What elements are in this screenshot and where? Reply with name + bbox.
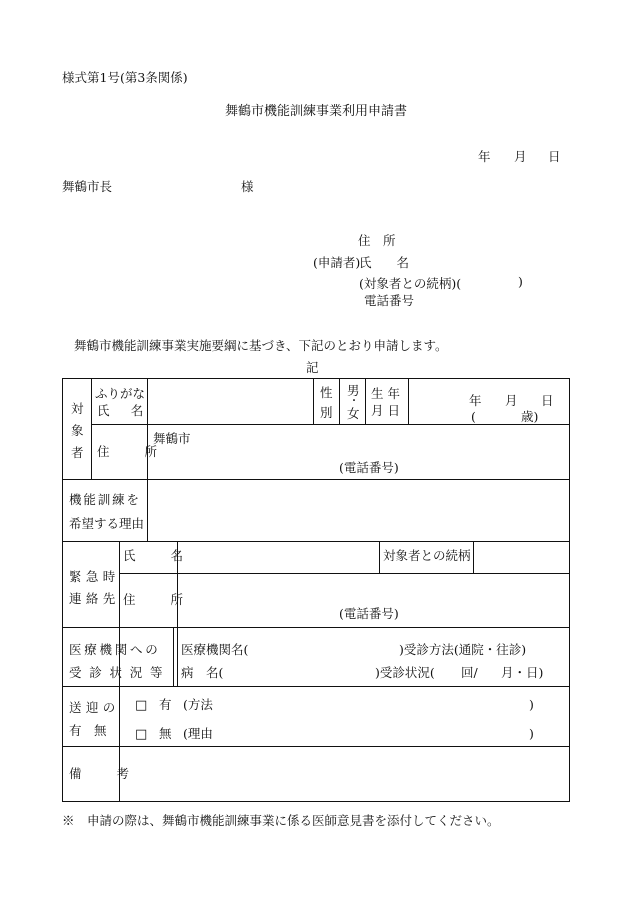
subject-name-label: 氏 名 — [97, 403, 148, 418]
transport-no-label: 無 — [159, 726, 172, 741]
birth-label-1: 生 年 — [371, 386, 400, 401]
date-month-label: 月 — [514, 149, 527, 164]
footnote: ※ 申請の際は、舞鶴市機能訓練事業に係る医師意見書を添付してください。 — [62, 813, 500, 828]
medical-label-1: 医療機関への — [69, 642, 161, 657]
ki-label: 記 — [306, 360, 319, 375]
date-year-label: 年 — [478, 149, 491, 164]
visit-frequency-label: 回/ — [461, 665, 478, 680]
remarks-label: 備 考 — [69, 766, 141, 781]
transport-yes-label: 有 — [159, 697, 172, 712]
sex-male[interactable]: 男 — [347, 383, 360, 398]
transport-method-label: (方法 — [183, 697, 213, 712]
reason-label-1: 機能訓練を — [69, 492, 141, 507]
applicant-address-label: 住 所 — [358, 233, 396, 248]
emergency-relation-label: 対象者との続柄 — [383, 548, 471, 563]
furigana-label: ふりがな — [95, 386, 146, 401]
applicant-role-label: (申請者) — [313, 255, 361, 270]
applicant-relation-label: (対象者との続柄)( — [359, 276, 462, 291]
medical-institution-label: 医療機関名( — [181, 642, 249, 657]
subject-label-1: 対 — [71, 401, 84, 416]
applicant-name-label: 氏 名 — [359, 255, 410, 270]
subject-name-field[interactable] — [149, 381, 311, 423]
form-number: 様式第1号(第3条関係) — [62, 70, 188, 85]
subject-label-2: 象 — [71, 423, 84, 438]
emergency-relation-field[interactable] — [475, 543, 567, 571]
subject-address-label: 住 所 — [97, 444, 169, 459]
statement-text: 舞鶴市機能訓練事業実施要綱に基づき、下記のとおり申請します。 — [74, 338, 448, 353]
emergency-address-label: 住 所 — [123, 592, 195, 607]
transport-reason-close: ) — [529, 726, 534, 741]
age-close: 歳) — [521, 409, 539, 424]
disease-label: 病 名( — [181, 665, 224, 680]
applicant-relation-close: ) — [518, 274, 523, 289]
transport-method-close: ) — [529, 697, 534, 712]
transport-reason-label: (理由 — [183, 726, 213, 741]
medical-label-2: 受診状況等 — [69, 665, 171, 680]
birth-day-label: 日 — [541, 393, 554, 408]
subject-label-3: 者 — [71, 445, 84, 460]
honorific: 様 — [241, 179, 254, 194]
visit-status-label: )受診状況( — [375, 665, 435, 680]
sex-female[interactable]: 女 — [347, 406, 360, 421]
sex-label-1: 性 — [320, 385, 333, 400]
emergency-label-2: 連絡先 — [69, 591, 120, 606]
emergency-name-field[interactable] — [179, 543, 377, 571]
subject-address-city[interactable]: 舞鶴市 — [153, 431, 191, 446]
addressee: 舞鶴市長 — [62, 179, 113, 194]
transport-label-1: 送迎の — [69, 700, 120, 715]
emergency-name-label: 氏 名 — [123, 548, 195, 563]
visit-method-label[interactable]: )受診方法(通院・往診) — [399, 642, 527, 657]
emergency-label-1: 緊急時 — [69, 569, 120, 584]
emergency-phone-label: (電話番号) — [339, 606, 399, 621]
birth-month-label: 月 — [505, 393, 518, 408]
application-form-table — [62, 378, 570, 802]
birth-year-label: 年 — [469, 393, 482, 408]
page-title: 舞鶴市機能訓練事業利用申請書 — [225, 104, 408, 119]
transport-no-checkbox[interactable]: □ — [135, 727, 148, 742]
age-open: ( — [471, 409, 476, 424]
sex-label-2: 別 — [320, 405, 333, 420]
visit-unit-label[interactable]: 月・日) — [501, 665, 544, 680]
reason-label-2: 希望する理由 — [69, 516, 145, 531]
applicant-phone-label: 電話番号 — [364, 293, 415, 308]
sex-separator: ・ — [349, 396, 359, 407]
reason-field[interactable] — [149, 481, 567, 539]
remarks-field[interactable] — [121, 748, 567, 800]
subject-phone-label: (電話番号) — [339, 460, 399, 475]
transport-yes-checkbox[interactable]: □ — [135, 698, 148, 713]
transport-label-2: 有 無 — [69, 723, 107, 738]
date-day-label: 日 — [548, 149, 561, 164]
birth-label-2: 月 日 — [371, 403, 400, 418]
